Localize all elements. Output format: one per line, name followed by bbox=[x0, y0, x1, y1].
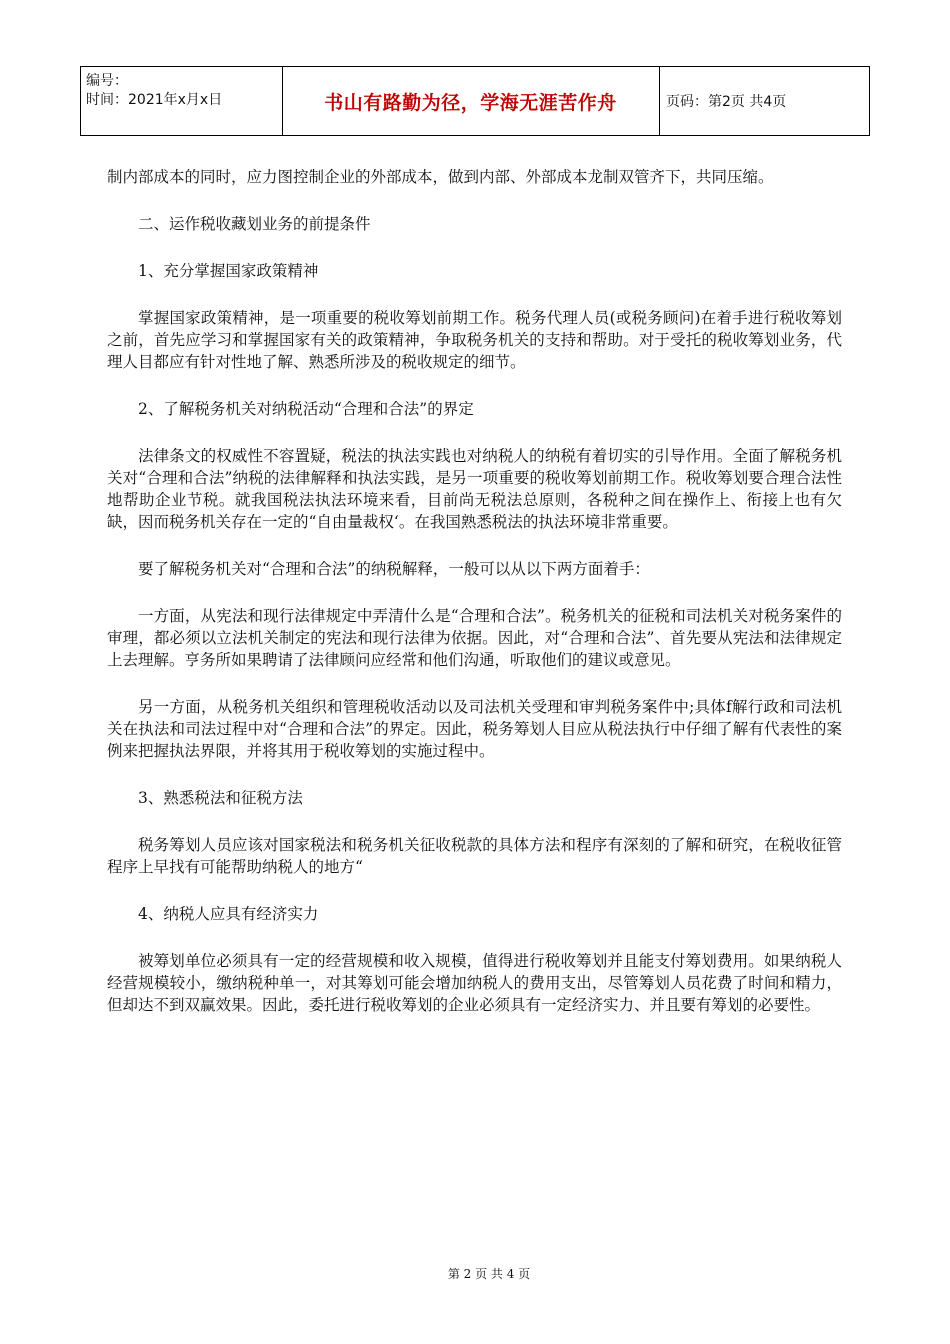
paragraph-continued: 制内部成本的同时，应力图控制企业的外部成本，做到内部、外部成本龙制双管齐下，共同压缩。 bbox=[107, 168, 774, 186]
paragraph: 另一方面，从税务机关组织和管理税收活动以及司法机关受理和审判税务案件中;具体f解行政和司法机关在执法和司法过程中对“合理和合法”的界定。因此，税务筹划人目应从税法执行中仔细了解有代表性的案例来把握执法界限，并将其用于税收筹划的实施过程中。 bbox=[107, 698, 842, 760]
header-divider-2 bbox=[659, 66, 660, 136]
header-page-info: 页码：第2页 共4页 bbox=[666, 94, 787, 110]
subsection-heading: 4、纳税人应具有经济实力 bbox=[138, 905, 319, 923]
subsection-heading: 1、充分掌握国家政策精神 bbox=[138, 262, 319, 280]
time-label: 时间：2021年x月x日 bbox=[86, 92, 223, 108]
header-motto: 书山有路勤为径，学海无涯苦作舟 bbox=[324, 91, 617, 114]
paragraph: 税务筹划人员应该对国家税法和税务机关征收税款的具体方法和程序有深刻的了解和研究，在税收征管程序上早找有可能帮助纳税人的地方“ bbox=[107, 836, 842, 876]
header-meta bbox=[86, 72, 276, 110]
paragraph: 要了解税务机关对“合理和合法”的纳税解释，一般可以从以下两方面着手： bbox=[138, 560, 650, 578]
paragraph: 掌握国家政策精神，是一项重要的税收筹划前期工作。税务代理人员(或税务顾问)在着手进行税收筹划之前，首先应学习和掌握国家有关的政策精神，争取税务机关的支持和帮助。对于受托的税收筹划业务，代理人目都应有针对性地了解、熟悉所涉及的税收规定的细节。 bbox=[107, 309, 842, 371]
paragraph: 一方面，从宪法和现行法律规定中弄清什么是“合理和合法”。税务机关的征税和司法机关对税务案件的审理，都必须以立法机关制定的宪法和现行法律为依据。因此，对“合理和合法”、首先要从宪法和法律规定上去理解。亨务所如果聘请了法律顾问应经常和他们沟通，听取他们的建议或意见。 bbox=[107, 607, 842, 669]
subsection-heading: 3、熟悉税法和征税方法 bbox=[138, 789, 303, 807]
paragraph: 法律条文的权威性不容置疑，税法的执法实践也对纳税人的纳税有着切实的引导作用。全面了解税务机关对“合理和合法”纳税的法律解释和执法实践，是另一项重要的税收筹划前期工作。税收筹划要合理合法性地帮助企业节税。就我国税法执法环境来看，目前尚无税法总原则，各税种之间在操作上、衔接上也有欠缺，因而税务机关存在一定的“自由量裁权‘。在我国熟悉税法的执法环境非常重要。 bbox=[107, 447, 842, 531]
paragraph: 被筹划单位必须具有一定的经营规模和收入规模，值得进行税收筹划并且能支付筹划费用。如果纳税人经营规模较小，缴纳税种单一，对其筹划可能会增加纳税人的费用支出，尽管筹划人员花费了时间和精力，但却达不到双赢效果。因此，委托进行税收筹划的企业必须具有一定经济实力、并且要有筹划的必要性。 bbox=[107, 952, 842, 1014]
header-divider-left bbox=[80, 66, 81, 136]
subsection-heading: 2、了解税务机关对纳税活动“合理和合法”的界定 bbox=[138, 400, 474, 418]
section-heading: 二、运作税收藏划业务的前提条件 bbox=[138, 215, 371, 233]
page-header bbox=[80, 66, 870, 136]
page-footer: 第 2 页 共 4 页 bbox=[447, 1267, 531, 1281]
number-label: 编号： bbox=[86, 73, 128, 89]
document-body bbox=[107, 166, 842, 1041]
